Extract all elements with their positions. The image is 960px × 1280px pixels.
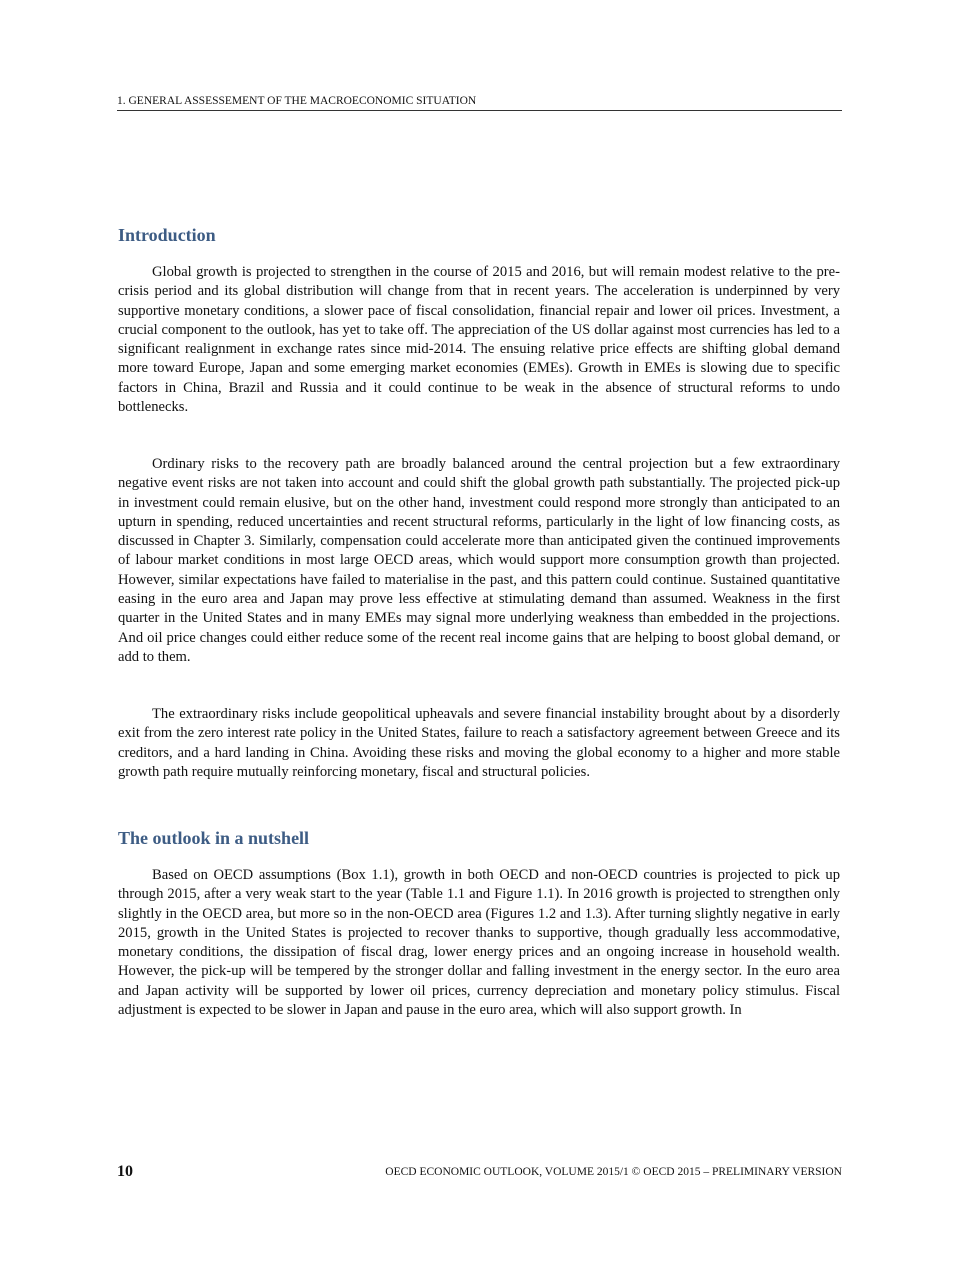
section-heading-outlook: The outlook in a nutshell bbox=[118, 828, 310, 848]
page-number: 10 bbox=[117, 1163, 133, 1180]
running-header: 1. GENERAL ASSESSEMENT OF THE MACROECONOMIC SITUATION bbox=[117, 94, 842, 111]
section-heading-introduction: Introduction bbox=[118, 225, 216, 245]
running-footer: OECD ECONOMIC OUTLOOK, VOLUME 2015/1 © OECD 2015 – PRELIMINARY VERSION bbox=[385, 1166, 842, 1178]
paragraph: The extraordinary risks include geopolitical upheavals and severe financial instability brought about by a disorderly exit from the zero interest rate policy in the United States, failure to reach a satisfactory agreement between Greece and its creditors, and a hard landing in China. Avoiding these risks and moving the global economy to a higher and more stable growth path require mutually reinforcing monetary, fiscal and structural policies. bbox=[118, 706, 840, 780]
paragraph: Based on OECD assumptions (Box 1.1), growth in both OECD and non-OECD countries is projected to pick up through 2015, after a very weak start to the year (Table 1.1 and Figure 1.1). In 2016 growth is projected to strengthen only slightly in the OECD area, but more so in the non-OECD area (Figures 1.2 and 1.3). After turning slightly negative in early 2015, growth in the United States is projected to recover thanks to supportive, though gradually less accommodative, monetary conditions, the dissipation of fiscal drag, lower energy prices and an ongoing increase in household wealth. However, the pick-up will be tempered by the stronger dollar and falling investment in the energy sector. In the euro area and Japan activity will be supported by lower oil prices, currency depreciation and monetary policy stimulus. Fiscal adjustment is expected to be slower in Japan and pause in the euro area, which will also support growth. In bbox=[118, 867, 840, 1019]
paragraph: Ordinary risks to the recovery path are broadly balanced around the central projection but a few extraordinary negative event risks are not taken into account and could shift the global growth path substantially. The projected pick-up in investment could remain elusive, but on the other hand, investment could respond more strongly than anticipated to an upturn in spending, reduced uncertainties and recent structural reforms, particularly in the light of low financing costs, as discussed in Chapter 3. Similarly, compensation could accelerate more than anticipated given the continued improvements of labour market conditions in most large OECD areas, which would support more consumption growth than projected. However, similar expectations have failed to materialise in the past, and this pattern could continue. Sustained quantitative easing in the euro area and Japan may prove less effective at stimulating demand than assumed. Weakness in the first quarter in the United States and in many EMEs may signal more underlying weakness than embedded in the projections. And oil price changes could either reduce some of the recent real income gains that are helping to boost global demand, or add to them. bbox=[118, 456, 840, 665]
paragraph: Global growth is projected to strengthen in the course of 2015 and 2016, but will remain modest relative to the pre-crisis period and its global distribution will change from that in recent years. The acceleration is underpinned by very supportive monetary conditions, a slower pace of fiscal consolidation, financial repair and lower oil prices. Investment, a crucial component to the outlook, has yet to take off. The appreciation of the US dollar against most currencies has led to a significant realignment in exchange rates since mid-2014. The ensuing relative price effects are shifting global demand more toward Europe, Japan and some emerging market economies (EMEs). Growth in EMEs is slowing due to specific factors in China, Brazil and Russia and it could continue to be weak in the absence of structural reforms to undo bottlenecks. bbox=[118, 264, 840, 416]
